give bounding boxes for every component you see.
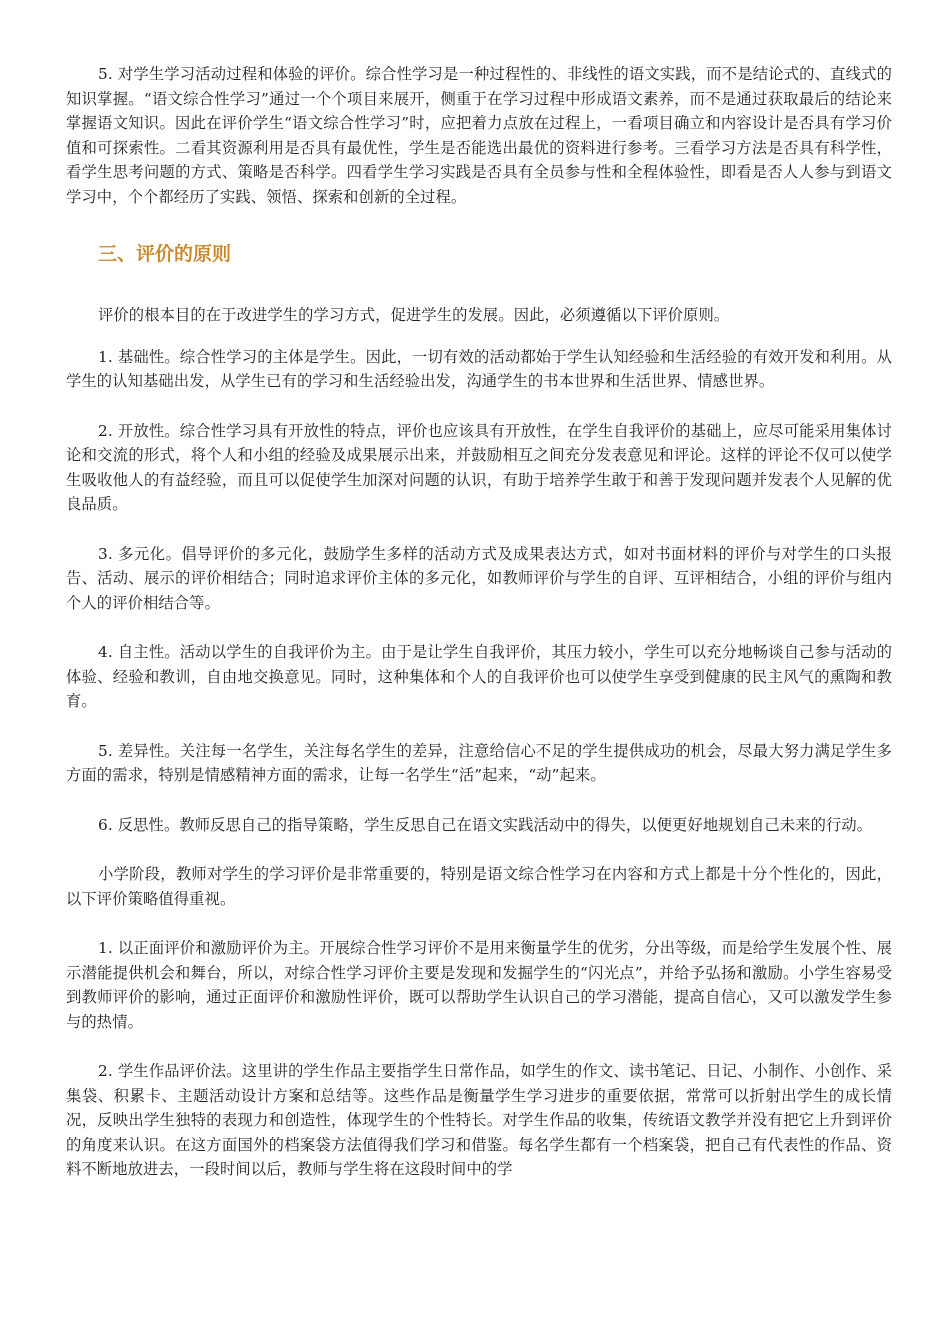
principle-difference: 5. 差异性。关注每一名学生，关注每名学生的差异，注意给信心不足的学生提供成功的机会，尽最大努力满足学生多方面的需求，特别是情感精神方面的需求，让每一名学生“活”起来，“动”起来。 [66, 741, 892, 784]
spacer [66, 328, 892, 345]
section-heading: 三、评价的原则 [98, 243, 232, 265]
principle-foundational: 1. 基础性。综合性学习的主体是学生。因此，一切有效的活动都始于学生认知经验和生活经验的有效开发和利用。从学生的认知基础出发，从学生已有的学习和生活经验出发，沟通学生的书本世界和生活世界、情感世界。 [66, 347, 892, 390]
paragraph-intro: 评价的根本目的在于改进学生的学习方式，促进学生的发展。因此，必须遵循以下评价原则。 [98, 306, 730, 324]
spacer [66, 788, 892, 813]
principle-autonomy: 4. 自主性。活动以学生的自我评价为主。由于是让学生自我评价，其压力较小，学生可以充分地畅谈自己参与活动的体验、经验和教训，自由地交换意见。同时，这种集体和个人的自我评价也可以使学生享受到健康的民主风气的熏陶和教育。 [66, 643, 892, 710]
paragraph-process-evaluation: 5. 对学生学习活动过程和体验的评价。综合性学习是一种过程性的、非线性的语文实践，而不是结论式的、直线式的知识掌握。“语文综合性学习”通过一个个项目来展开，侧重于在学习过程中形成语文素养，而不是通过获取最后的结论来掌握语文知识。因此在评价学生“语文综合性学习”时，应把着力点放在过程上，一看项目确立和内容设计是否具有学习价值和可探索性。二看其资源利用是否具有最优性，学生是否能选出最优的资料进行参考。三看学习方法是否具有科学性，看学生思考问题的方式、策略是否科学。四看学生学习实践是否具有全员参与性和全程体验性，即看是否人人参与到语文学习中，个个都经历了实践、领悟、探索和创新的全过程。 [66, 65, 892, 206]
principle-openness: 2. 开放性。综合性学习具有开放性的特点，评价也应该具有开放性，在学生自我评价的基础上，应尽可能采用集体讨论和交流的形式，将个人和小组的经验及成果展示出来，并鼓励相互之间充分发表意见和评论。这样的评论不仅可以使学生吸收他人的有益经验，而且可以促使学生加深对问题的认识，有助于培养学生敢于和善于发现问题并发表个人见解的优良品质。 [66, 421, 892, 513]
paragraph-strategy-intro: 小学阶段，教师对学生的学习评价是非常重要的，特别是语文综合性学习在内容和方式上都是十分个性化的，因此，以下评价策略值得重视。 [66, 865, 892, 908]
spacer [66, 1034, 892, 1059]
principle-reflection: 6. 反思性。教师反思自己的指导策略，学生反思自己在语文实践活动中的得失，以便更好地规划自己未来的行动。 [98, 815, 873, 834]
strategy-positive-evaluation: 1. 以正面评价和激励评价为主。开展综合性学习评价不是用来衡量学生的优劣，分出等级，而是给学生发展个性、展示潜能提供机会和舞台，所以，对综合性学习评价主要是发现和发掘学生的“闪光点”，并给予弘扬和激励。小学生容易受到教师评价的影响，通过正面评价和激励性评价，既可以帮助学生认识自己的学习潜能，提高自信心，又可以激发学生参与的热情。 [66, 939, 892, 1031]
spacer [66, 911, 892, 936]
principle-diversity: 3. 多元化。倡导评价的多元化，鼓励学生多样的活动方式及成果表达方式，如对书面材料的评价与对学生的口头报告、活动、展示的评价相结合；同时追求评价主体的多元化，如教师评价与学生的自评、互评相结合，小组的评价与组内个人的评价相结合等。 [66, 544, 892, 612]
spacer [66, 714, 892, 739]
spacer [66, 517, 892, 542]
spacer [66, 209, 892, 241]
strategy-work-evaluation: 2. 学生作品评价法。这里讲的学生作品主要指学生日常作品，如学生的作文、读书笔记、日记、小制作、小创作、采集袋、积累卡、主题活动设计方案和总结等。这些作品是衡量学生学习进步的重要依据，常常可以折射出学生的成长情况，反映出学生独特的表现力和创造性，体现学生的个性特长。对学生作品的收集，传统语文教学并没有把它上升到评价的角度来认识。在这方面国外的档案袋方法值得我们学习和借鉴。每名学生都有一个档案袋，把自己有代表性的作品、资料不断地放进去，一段时间以后，教师与学生将在这段时间中的学 [66, 1062, 892, 1178]
spacer [66, 837, 892, 862]
document-page [66, 62, 892, 1182]
spacer [66, 267, 892, 303]
spacer [66, 394, 892, 419]
spacer [66, 615, 892, 640]
